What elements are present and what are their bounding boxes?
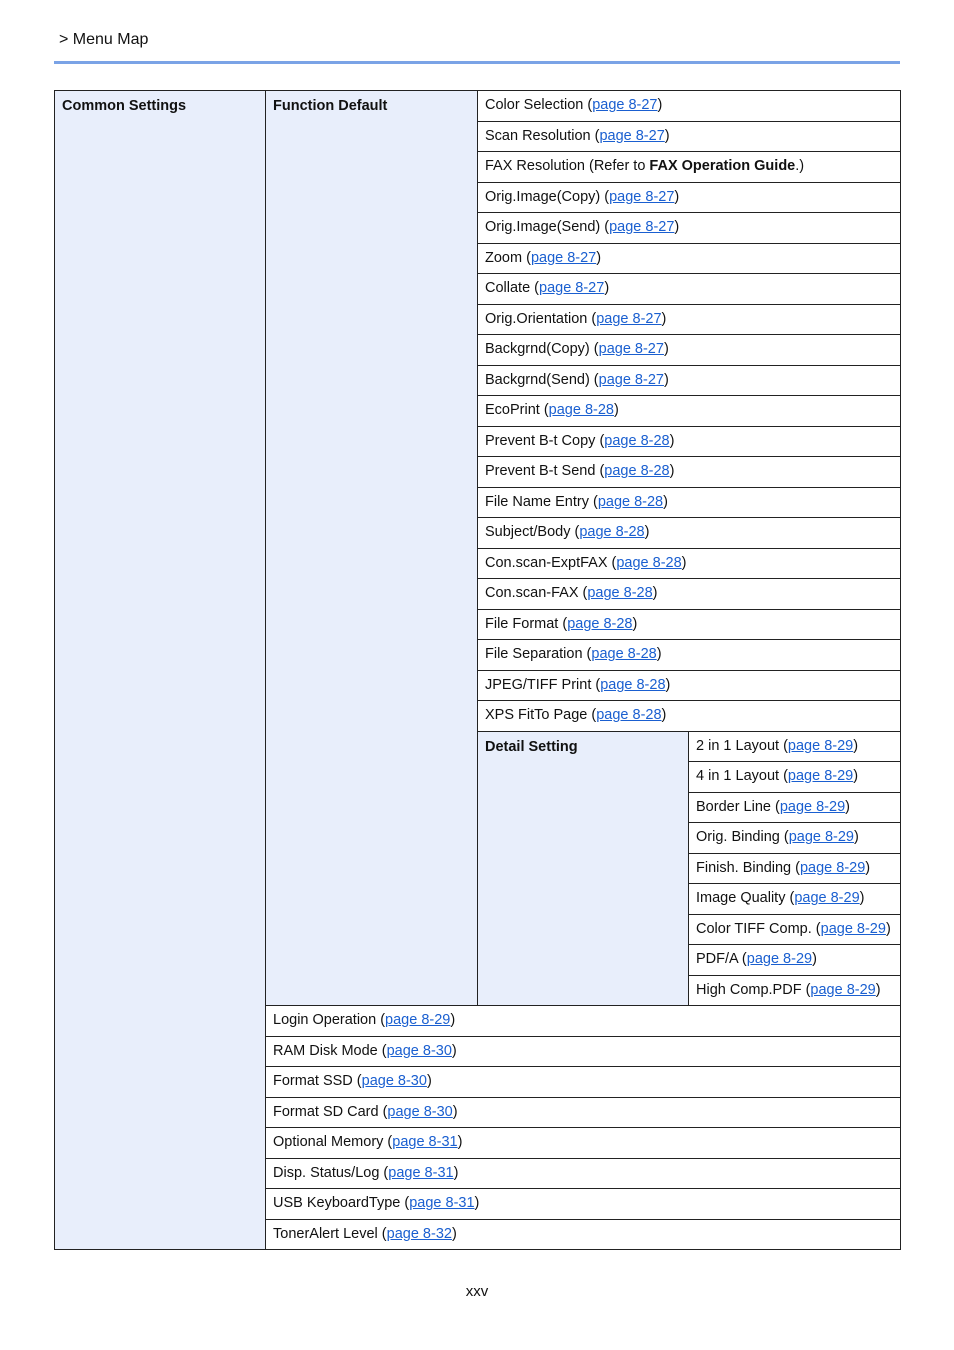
menu-item-label: EcoPrint bbox=[485, 402, 540, 418]
menu-item: Prevent B-t Send (page 8-28) bbox=[478, 457, 901, 488]
menu-item-label: File Format bbox=[485, 615, 559, 632]
menu-item: Con.scan-FAX (page 8-28) bbox=[478, 579, 901, 610]
menu-item-label: USB KeyboardType bbox=[273, 1195, 401, 1211]
menu-item: PDF/A (page 8-29) bbox=[689, 945, 901, 976]
menu-item-label: Optional Memory bbox=[273, 1134, 384, 1150]
menu-item-label: Con.scan-FAX bbox=[485, 585, 579, 601]
menu-item: Backgrnd(Send) (page 8-27) bbox=[478, 365, 901, 396]
menu-map-body bbox=[55, 91, 901, 1250]
menu-item-label: Prevent B-t Send bbox=[485, 463, 596, 479]
menu-item-label: RAM Disk Mode bbox=[273, 1042, 378, 1059]
menu-item: Image Quality (page 8-29) bbox=[689, 884, 901, 915]
page-link[interactable]: page 8-29 bbox=[788, 829, 854, 845]
page-link[interactable]: page 8-27 bbox=[592, 97, 658, 113]
menu-item: File Name Entry (page 8-28) bbox=[478, 487, 901, 518]
menu-item-label: Zoom bbox=[485, 249, 523, 266]
group-common-settings: Common Settings bbox=[55, 91, 266, 1250]
menu-item-label: Collate bbox=[485, 280, 531, 296]
page-link[interactable]: page 8-30 bbox=[361, 1073, 427, 1089]
page-link[interactable]: page 8-32 bbox=[386, 1225, 452, 1242]
menu-item: Format SD Card (page 8-30) bbox=[266, 1097, 901, 1128]
menu-item: 4 in 1 Layout (page 8-29) bbox=[689, 762, 901, 793]
group-function-default: Function Default bbox=[266, 91, 478, 1006]
menu-item-label: Scan Resolution bbox=[485, 127, 591, 144]
menu-item-label: TonerAlert Level bbox=[273, 1225, 378, 1242]
page-link[interactable]: page 8-29 bbox=[799, 859, 866, 876]
reference-prefix: Refer to bbox=[593, 158, 650, 174]
menu-item-label: File Separation bbox=[485, 646, 583, 662]
menu-item-label: Finish. Binding bbox=[696, 859, 792, 876]
page-link[interactable]: page 8-28 bbox=[567, 615, 633, 632]
menu-item-label: Orig.Orientation bbox=[485, 310, 588, 327]
page-link[interactable]: page 8-28 bbox=[604, 463, 670, 479]
page-link[interactable]: page 8-28 bbox=[548, 402, 614, 418]
page-link[interactable]: page 8-27 bbox=[599, 127, 665, 144]
menu-item-label: 2 in 1 Layout bbox=[696, 737, 780, 754]
menu-item-label: XPS FitTo Page bbox=[485, 707, 588, 723]
menu-item: Prevent B-t Copy (page 8-28) bbox=[478, 426, 901, 457]
page-link[interactable]: page 8-28 bbox=[616, 554, 682, 571]
page-number: xxv bbox=[465, 1283, 489, 1300]
menu-item: Backgrnd(Copy) (page 8-27) bbox=[478, 335, 901, 366]
menu-item: XPS FitTo Page (page 8-28) bbox=[478, 701, 901, 732]
menu-item-label: Disp. Status/Log bbox=[273, 1164, 380, 1181]
page-link[interactable]: page 8-31 bbox=[392, 1134, 458, 1150]
page-link[interactable]: page 8-27 bbox=[598, 371, 664, 388]
menu-item: Login Operation (page 8-29) bbox=[266, 1006, 901, 1037]
page-link[interactable]: page 8-29 bbox=[779, 798, 846, 815]
page-link[interactable]: page 8-29 bbox=[810, 981, 876, 998]
menu-item-label: Color Selection bbox=[485, 97, 584, 113]
page-link[interactable]: page 8-29 bbox=[787, 737, 854, 754]
menu-item: FAX Resolution (Refer to FAX Operation Guide.) bbox=[478, 152, 901, 183]
menu-item-label: Prevent B-t Copy bbox=[485, 432, 596, 449]
menu-item-label: Subject/Body bbox=[485, 524, 571, 540]
menu-item: Color TIFF Comp. (page 8-29) bbox=[689, 914, 901, 945]
menu-item-label: PDF/A bbox=[696, 951, 738, 967]
page-link[interactable]: page 8-28 bbox=[591, 646, 657, 662]
menu-item-label: Image Quality bbox=[696, 890, 786, 906]
menu-item: Optional Memory (page 8-31) bbox=[266, 1128, 901, 1159]
page-link[interactable]: page 8-28 bbox=[600, 676, 666, 693]
menu-map-table bbox=[54, 90, 901, 1250]
menu-item-label: Format SSD bbox=[273, 1073, 353, 1089]
menu-item-label: Login Operation bbox=[273, 1012, 377, 1028]
menu-item-label: Orig.Image(Send) bbox=[485, 219, 601, 235]
page-link[interactable]: page 8-30 bbox=[387, 1103, 453, 1120]
page-link[interactable]: page 8-28 bbox=[596, 707, 662, 723]
menu-item-label: Border Line bbox=[696, 798, 771, 815]
menu-item-label: JPEG/TIFF Print bbox=[485, 676, 592, 693]
breadcrumb: > Menu Map bbox=[59, 31, 149, 48]
menu-item: Orig. Binding (page 8-29) bbox=[689, 823, 901, 854]
page-link[interactable]: page 8-29 bbox=[385, 1012, 451, 1028]
menu-item: Format SSD (page 8-30) bbox=[266, 1067, 901, 1098]
reference-suffix: . bbox=[795, 158, 800, 174]
menu-item: JPEG/TIFF Print (page 8-28) bbox=[478, 670, 901, 701]
menu-item-label: Backgrnd(Send) bbox=[485, 371, 590, 388]
page-link[interactable]: page 8-30 bbox=[386, 1042, 452, 1059]
menu-item: RAM Disk Mode (page 8-30) bbox=[266, 1036, 901, 1067]
menu-item-label: File Name Entry bbox=[485, 493, 589, 510]
page-link[interactable]: page 8-27 bbox=[609, 219, 675, 235]
menu-item-label: 4 in 1 Layout bbox=[696, 768, 780, 784]
page-link[interactable]: page 8-27 bbox=[598, 341, 664, 357]
page-link[interactable]: page 8-27 bbox=[530, 249, 597, 266]
reference-guide-title: FAX Operation Guide bbox=[649, 158, 796, 174]
menu-item-label: Orig. Binding bbox=[696, 829, 780, 845]
menu-item: Finish. Binding (page 8-29) bbox=[689, 853, 901, 884]
menu-item: Subject/Body (page 8-28) bbox=[478, 518, 901, 549]
page-link[interactable]: page 8-31 bbox=[409, 1195, 475, 1211]
page-link[interactable]: page 8-29 bbox=[746, 951, 813, 967]
menu-item-label: Orig.Image(Copy) bbox=[485, 188, 601, 205]
menu-item: Zoom (page 8-27) bbox=[478, 243, 901, 274]
menu-item: 2 in 1 Layout (page 8-29) bbox=[689, 731, 901, 762]
page-link[interactable]: page 8-29 bbox=[787, 768, 854, 784]
menu-item-label: Con.scan-ExptFAX bbox=[485, 554, 608, 571]
page-link[interactable]: page 8-31 bbox=[388, 1164, 454, 1181]
menu-item: TonerAlert Level (page 8-32) bbox=[266, 1219, 901, 1250]
header-rule bbox=[54, 61, 900, 64]
page-link[interactable]: page 8-28 bbox=[604, 432, 670, 449]
menu-item: Disp. Status/Log (page 8-31) bbox=[266, 1158, 901, 1189]
page-link[interactable]: page 8-28 bbox=[587, 585, 653, 601]
table-row bbox=[55, 91, 901, 122]
page-link[interactable]: page 8-29 bbox=[820, 920, 886, 937]
page-link[interactable]: page 8-27 bbox=[539, 280, 605, 296]
menu-item: Con.scan-ExptFAX (page 8-28) bbox=[478, 548, 901, 579]
menu-item: Orig.Image(Send) (page 8-27) bbox=[478, 213, 901, 244]
group-detail-setting: Detail Setting bbox=[478, 731, 689, 1006]
menu-item: Border Line (page 8-29) bbox=[689, 792, 901, 823]
menu-item-label: High Comp.PDF bbox=[696, 981, 802, 998]
page-link[interactable]: page 8-28 bbox=[579, 524, 645, 540]
menu-item: Collate (page 8-27) bbox=[478, 274, 901, 305]
menu-item: EcoPrint (page 8-28) bbox=[478, 396, 901, 427]
page-link[interactable]: page 8-27 bbox=[596, 310, 662, 327]
page-link[interactable]: page 8-28 bbox=[597, 493, 664, 510]
menu-item: USB KeyboardType (page 8-31) bbox=[266, 1189, 901, 1220]
menu-item: Orig.Image(Copy) (page 8-27) bbox=[478, 182, 901, 213]
menu-item-label: Color TIFF Comp. bbox=[696, 920, 812, 937]
menu-item: File Separation (page 8-28) bbox=[478, 640, 901, 671]
menu-item: High Comp.PDF (page 8-29) bbox=[689, 975, 901, 1006]
menu-item: File Format (page 8-28) bbox=[478, 609, 901, 640]
menu-item-label: Backgrnd(Copy) bbox=[485, 341, 590, 357]
menu-item-label: FAX Resolution bbox=[485, 158, 585, 174]
menu-item: Color Selection (page 8-27) bbox=[478, 91, 901, 122]
page-link[interactable]: page 8-27 bbox=[609, 188, 675, 205]
menu-item: Scan Resolution (page 8-27) bbox=[478, 121, 901, 152]
page-link[interactable]: page 8-29 bbox=[794, 890, 860, 906]
menu-item: Orig.Orientation (page 8-27) bbox=[478, 304, 901, 335]
menu-item-label: Format SD Card bbox=[273, 1103, 379, 1120]
